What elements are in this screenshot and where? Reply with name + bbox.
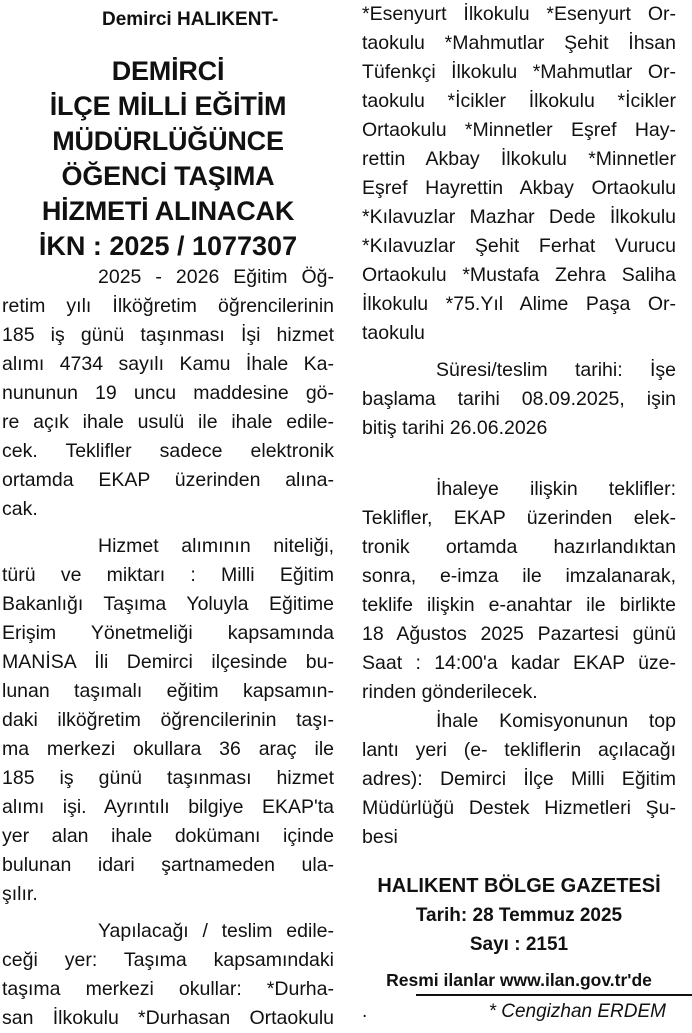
headline-line: MÜDÜRLÜĞÜNCE [52, 126, 284, 156]
text-line: Ortaokulu *Minnetler Eşref Hay- [362, 119, 676, 141]
text-line: yer alan ihale dokümanı içinde [2, 825, 334, 847]
text-line: alımı işi. Ayrıntılı bilgiye EKAP'ta [2, 796, 334, 818]
text-line: MANİSA İli Demirci ilçesinde bu- [2, 651, 334, 673]
text-line: taokulu [362, 322, 425, 344]
headline-line: ÖĞENCİ TAŞIMA [61, 161, 275, 191]
publication-issue: Sayı : 2151 [469, 934, 569, 955]
text-line: Ortaokulu *Mustafa Zehra Saliha [362, 264, 676, 286]
right-column [362, 0, 676, 1027]
text-line: Eşref Hayrettin Akbay Ortaokulu [362, 177, 676, 199]
publication-name: HALIKENT BÖLGE GAZETESİ [377, 875, 661, 897]
text-line: İlkokulu *75.Yıl Alime Paşa Or- [362, 293, 676, 315]
text-line: Bakanlığı Taşıma Yoluyla Eğitime [2, 593, 334, 615]
paragraph-gap [362, 443, 676, 475]
text-line: cak. [2, 498, 38, 520]
source-line: Demirci HALIKENT- [102, 9, 279, 30]
text-line: Hizmet alımının niteliği, [98, 535, 334, 557]
text-line: 185 iş günü taşınması hizmet [2, 767, 334, 789]
text-line: rinden gönderilecek. [362, 681, 538, 703]
headline [2, 54, 334, 229]
bottom-divider [416, 994, 692, 996]
service-nature-paragraph [2, 532, 334, 909]
headline-line: İLÇE MİLLİ EĞİTİM [49, 91, 287, 121]
text-line: taşıma merkezi okullar: *Durha- [2, 978, 334, 1000]
text-line: ortamda EKAP üzerinden alına- [2, 469, 334, 491]
signature-dot: . [362, 1001, 368, 1022]
text-line: rettin Akbay İlkokulu *Minnetler [362, 148, 676, 170]
text-line: sonra, e-imza ile imzalanarak, [362, 565, 676, 587]
text-line: ceği yer: Taşıma kapsamındaki [2, 949, 334, 971]
publication-footer [362, 872, 676, 997]
text-line: lantı yeri (e- tekliflerin açılacağı [362, 739, 676, 761]
text-line: Yapılacağı / teslim edile- [98, 920, 334, 942]
text-line: Süresi/teslim tarihi: İşe [436, 359, 676, 381]
text-line: cek. Teklifler sadece elektronik [2, 440, 334, 462]
schools-list-paragraph [362, 0, 676, 348]
duration-paragraph [362, 356, 676, 443]
text-line: şılır. [2, 883, 38, 905]
text-line: san İlkokulu *Durhasan Ortaokulu [2, 1007, 334, 1029]
text-line: bitiş tarihi 26.06.2026 [362, 417, 548, 439]
text-line: taokulu *Mahmutlar Şehit İhsan [362, 32, 676, 54]
offers-paragraph [362, 475, 676, 707]
commission-paragraph [362, 707, 676, 852]
official-notice-line: Resmi ilanlar www.ilan.gov.tr'de [386, 970, 652, 990]
text-line: İhaleye ilişkin teklifler: [436, 478, 676, 500]
text-line: türü ve miktarı : Milli Eğitim [2, 564, 334, 586]
text-line: 2025 - 2026 Eğitim Öğ- [98, 266, 334, 288]
text-line: alımı 4734 sayılı Kamu İhale Ka- [2, 353, 334, 375]
text-line: nununun 19 uncu maddesine gö- [2, 382, 334, 404]
left-column [2, 0, 334, 1033]
text-line: retim yılı İlköğretim öğrencilerinin [2, 295, 334, 317]
tender-number: İKN : 2025 / 1077307 [38, 231, 298, 261]
text-line: 18 Ağustos 2025 Pazartesi günü [362, 623, 676, 645]
text-line: 185 iş günü taşınması İşi hizmet [2, 324, 334, 346]
text-line: taokulu *İcikler İlkokulu *İcikler [362, 90, 676, 112]
text-line: Tüfenkçi İlkokulu *Mahmutlar Or- [362, 61, 676, 83]
text-line: *Kılavuzlar Mazhar Dede İlkokulu [362, 206, 676, 228]
delivery-place-paragraph [2, 917, 334, 1033]
text-line: Saat : 14:00'a kadar EKAP üze- [362, 652, 676, 674]
text-line: besi [362, 826, 398, 848]
text-line: İhale Komisyonunun top [436, 710, 676, 732]
text-line: Müdürlüğü Destek Hizmetleri Şu- [362, 797, 676, 819]
text-line: bulunan idari şartnameden ula- [2, 854, 334, 876]
text-line: adres): Demirci İlçe Milli Eğitim [362, 768, 676, 790]
intro-paragraph [2, 263, 334, 524]
text-line: başlama tarihi 08.09.2025, işin [362, 388, 676, 410]
text-line: tronik ortamda hazırlandıktan [362, 536, 676, 558]
headline-line: DEMİRCİ [111, 56, 225, 86]
text-line: teklife ilişkin e-anahtar ile birlikte [362, 594, 676, 616]
text-line: Teklifler, EKAP üzerinden elek- [362, 507, 676, 529]
text-line: daki ilköğretim öğrencilerinin taşı- [2, 709, 334, 731]
signature-name: * Cengizhan ERDEM [488, 1001, 666, 1022]
text-line: *Esenyurt İlkokulu *Esenyurt Or- [362, 3, 676, 25]
signature-row [362, 997, 676, 1027]
text-line: ma merkezi okullara 36 araç ile [2, 738, 334, 760]
text-line: re açık ihale usulü ile ihale edile- [2, 411, 334, 433]
publication-date: Tarih: 28 Temmuz 2025 [415, 905, 623, 926]
headline-line: HİZMETİ ALINACAK [41, 196, 295, 226]
text-line: Erişim Yönetmeliği kapsamında [2, 622, 334, 644]
text-line: lunan taşımalı eğitim kapsamın- [2, 680, 334, 702]
text-line: *Kılavuzlar Şehit Ferhat Vurucu [362, 235, 676, 257]
